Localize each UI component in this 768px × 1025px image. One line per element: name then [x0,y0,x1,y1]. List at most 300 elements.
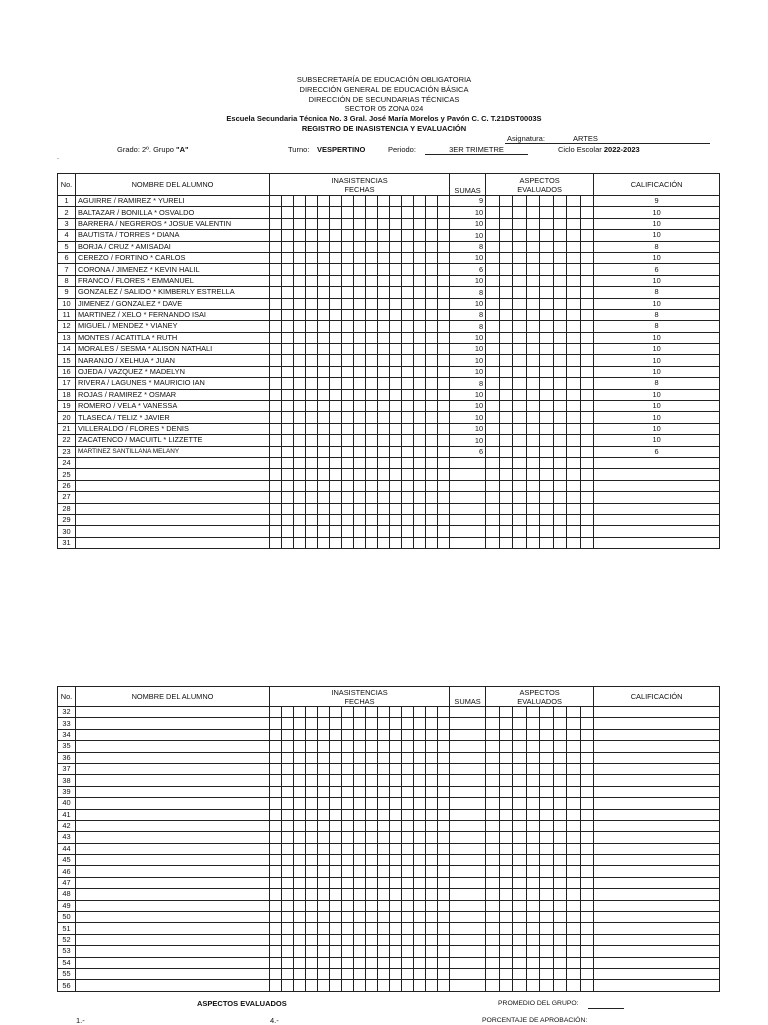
aspect-cell [567,718,581,729]
absence-cell [438,526,450,537]
aspect-cell [513,832,527,843]
aspect-cell [513,366,527,377]
absence-cell [438,718,450,729]
asignatura-label: Asignatura: [507,134,545,143]
aspect-cell [513,763,527,774]
aspect-cell [513,820,527,831]
aspect-cell [553,355,567,366]
absence-cell [318,786,330,797]
absence-cell [270,457,282,468]
absence-cell [294,786,306,797]
absence-cell [354,332,366,343]
suma-cell [450,775,486,786]
student-name [76,912,270,923]
absence-cell [270,401,282,412]
suma-cell: 8 [450,241,486,252]
col-no: No. [58,687,76,707]
aspect-cell [567,763,581,774]
absence-cell [330,752,342,763]
aspect-cell [567,514,581,525]
absence-cell [390,889,402,900]
absence-cell [354,752,366,763]
row-number: 48 [58,889,76,900]
absence-cell [306,843,318,854]
absence-cell [342,492,354,503]
aspect-cell [580,968,594,979]
suma-cell [450,843,486,854]
absence-cell [378,366,390,377]
table-row [58,980,720,991]
table-row [58,729,720,740]
absence-cell [426,718,438,729]
absence-cell [366,889,378,900]
absence-cell [318,389,330,400]
aspect-cell [486,752,500,763]
aspect-cell [486,866,500,877]
aspect-cell [526,718,540,729]
absence-cell [294,480,306,491]
absence-cell [306,366,318,377]
student-name [76,457,270,468]
absence-cell [330,423,342,434]
aspect-cell [540,786,554,797]
student-name: FRANCO / FLORES * EMMANUEL [76,275,270,286]
grado-value: "A" [176,145,189,154]
aspect-cell [486,264,500,275]
student-name [76,526,270,537]
absence-cell [402,332,414,343]
absence-cell [282,866,294,877]
absence-cell [426,537,438,548]
aspect-cell [499,526,513,537]
absence-cell [282,196,294,207]
calificacion-cell [594,480,720,491]
aspect-cell [526,752,540,763]
absence-cell [270,855,282,866]
suma-cell: 8 [450,321,486,332]
aspect-cell [567,526,581,537]
row-number: 38 [58,775,76,786]
absence-cell [318,980,330,991]
absence-cell [414,355,426,366]
aspect-cell [567,866,581,877]
absence-cell [438,218,450,229]
absence-cell [318,230,330,241]
absence-cell [366,775,378,786]
absence-cell [318,332,330,343]
absence-cell [270,957,282,968]
aspect-cell [580,287,594,298]
absence-cell [270,946,282,957]
absence-cell [426,332,438,343]
absence-cell [294,775,306,786]
absence-cell [330,252,342,263]
absence-cell [270,344,282,355]
absence-cell [270,298,282,309]
absence-cell [402,503,414,514]
absence-cell [282,707,294,718]
student-name: ROMERO / VELA * VANESSA [76,401,270,412]
absence-cell [342,389,354,400]
absence-cell [366,526,378,537]
absence-cell [306,207,318,218]
row-number: 46 [58,866,76,877]
absence-cell [414,401,426,412]
absence-cell [378,855,390,866]
absence-cell [414,446,426,457]
aspect-cell [526,298,540,309]
absence-cell [270,843,282,854]
absence-cell [366,480,378,491]
absence-cell [270,287,282,298]
absence-cell [330,934,342,945]
absence-cell [354,435,366,446]
absence-cell [378,230,390,241]
absence-cell [426,946,438,957]
absence-cell [378,207,390,218]
aspect-cell [513,252,527,263]
absence-cell [366,843,378,854]
absence-cell [318,196,330,207]
aspect-cell [526,526,540,537]
aspect-cell [580,820,594,831]
aspect-cell [567,366,581,377]
aspect-cell [553,923,567,934]
table-row [58,366,720,377]
aspect-cell [540,196,554,207]
aspect-cell [526,366,540,377]
absence-cell [438,934,450,945]
aspect-cell [553,423,567,434]
suma-cell: 10 [450,435,486,446]
absence-cell [282,832,294,843]
aspect-cell [499,321,513,332]
absence-cell [306,469,318,480]
student-name: NARANJO / XELHUA * JUAN [76,355,270,366]
calificacion-cell [594,469,720,480]
absence-cell [282,763,294,774]
calificacion-cell [594,980,720,991]
aspect-cell [526,537,540,548]
absence-cell [426,900,438,911]
aspect-cell [553,741,567,752]
row-number: 5 [58,241,76,252]
aspect-cell [567,741,581,752]
absence-cell [294,378,306,389]
absence-cell [366,344,378,355]
aspect-cell [553,457,567,468]
aspect-cell [580,469,594,480]
aspect-cell [513,866,527,877]
absence-cell [282,218,294,229]
absence-cell [318,321,330,332]
absence-cell [306,378,318,389]
aspect-cell [567,446,581,457]
absence-cell [402,934,414,945]
absence-cell [342,287,354,298]
absence-cell [438,241,450,252]
aspect-cell [486,537,500,548]
absence-cell [270,752,282,763]
absence-cell [414,934,426,945]
absence-cell [306,287,318,298]
absence-cell [306,514,318,525]
absence-cell [390,366,402,377]
aspect-cell [486,389,500,400]
absence-cell [366,912,378,923]
aspect-cell [526,435,540,446]
absence-cell [366,366,378,377]
suma-cell [450,900,486,911]
absence-cell [294,923,306,934]
absence-cell [438,196,450,207]
aspect-cell [526,946,540,957]
absence-cell [318,957,330,968]
absence-cell [366,537,378,548]
absence-cell [426,741,438,752]
aspect-cell [486,514,500,525]
student-name [76,820,270,831]
absence-cell [318,763,330,774]
aspect-cell [540,252,554,263]
absence-cell [342,718,354,729]
student-name [76,707,270,718]
table-row [58,526,720,537]
row-number: 53 [58,946,76,957]
col-nombre: NOMBRE DEL ALUMNO [76,687,270,707]
absence-cell [282,537,294,548]
porcentaje-label: PORCENTAJE DE APROBACIÓN: [482,1017,588,1024]
aspect-cell [540,241,554,252]
absence-cell [354,866,366,877]
aspect-cell [580,503,594,514]
absence-cell [402,412,414,423]
aspect-cell [580,389,594,400]
absence-cell [438,344,450,355]
table-row [58,537,720,548]
aspect-cell [553,537,567,548]
aspect-cell [499,809,513,820]
student-name [76,469,270,480]
absence-cell [318,412,330,423]
table-row [58,786,720,797]
absence-cell [282,298,294,309]
absence-cell [282,729,294,740]
absence-cell [390,196,402,207]
row-number: 47 [58,877,76,888]
absence-cell [318,741,330,752]
absence-cell [390,900,402,911]
aspect-cell [526,729,540,740]
student-name [76,809,270,820]
absence-cell [438,923,450,934]
absence-cell [426,923,438,934]
absence-cell [282,457,294,468]
table-row [58,707,720,718]
aspect-cell [526,196,540,207]
aspect-cell [526,889,540,900]
aspect-cell [553,889,567,900]
calificacion-cell [594,877,720,888]
col-inasistencias: INASISTENCIAS FECHAS [270,687,450,707]
absence-cell [438,332,450,343]
absence-cell [282,798,294,809]
aspect-cell [526,775,540,786]
absence-cell [378,934,390,945]
absence-cell [294,537,306,548]
aspect-cell [526,820,540,831]
aspect-cell [513,287,527,298]
absence-cell [438,889,450,900]
absence-cell [294,934,306,945]
absence-cell [390,480,402,491]
aspect-cell [513,196,527,207]
aspect-cell [540,537,554,548]
calificacion-cell [594,741,720,752]
aspect-cell [513,923,527,934]
absence-cell [270,900,282,911]
col-calificacion: CALIFICACIÓN [594,687,720,707]
calificacion-cell: 10 [594,423,720,434]
aspect-cell [486,207,500,218]
col-sumas: SUMAS [450,687,486,707]
absence-cell [414,287,426,298]
aspect-cell [499,309,513,320]
absence-cell [282,889,294,900]
table-row [58,378,720,389]
aspect-cell [486,923,500,934]
table-row [58,389,720,400]
aspect-cell [567,241,581,252]
periodo-label: Periodo: [388,145,416,154]
aspect-cell [526,207,540,218]
row-number: 40 [58,798,76,809]
aspect-cell [499,469,513,480]
aspect-cell [486,275,500,286]
student-name: AGUIRRE / RAMIREZ * YURELI [76,196,270,207]
student-name [76,752,270,763]
absence-cell [378,412,390,423]
absence-cell [330,480,342,491]
absence-cell [270,820,282,831]
absence-cell [342,469,354,480]
absence-cell [390,526,402,537]
aspect-cell [540,912,554,923]
absence-cell [354,321,366,332]
absence-cell [378,321,390,332]
aspect-cell [553,480,567,491]
absence-cell [354,423,366,434]
absence-cell [378,514,390,525]
absence-cell [354,968,366,979]
aspect-cell [567,435,581,446]
aspect-cell [513,480,527,491]
aspect-cell [499,763,513,774]
absence-cell [318,252,330,263]
aspect-cell [513,469,527,480]
absence-cell [270,763,282,774]
absence-cell [378,480,390,491]
aspect-cell [526,900,540,911]
absence-cell [306,503,318,514]
aspect-cell [540,218,554,229]
aspect-cell [580,218,594,229]
absence-cell [282,752,294,763]
absence-cell [378,332,390,343]
absence-cell [414,866,426,877]
absence-cell [414,832,426,843]
absence-cell [282,378,294,389]
absence-cell [366,207,378,218]
aspect-cell [580,435,594,446]
table-row [58,264,720,275]
absence-cell [414,900,426,911]
suma-cell: 10 [450,389,486,400]
aspect-cell [486,492,500,503]
absence-cell [330,196,342,207]
calificacion-cell [594,889,720,900]
aspect-cell [553,207,567,218]
absence-cell [390,809,402,820]
absence-cell [402,366,414,377]
absence-cell [402,752,414,763]
aspect-cell [526,877,540,888]
aspect-cell [553,275,567,286]
aspect-cell [540,378,554,389]
absence-cell [426,264,438,275]
absence-cell [318,900,330,911]
absence-cell [438,514,450,525]
absence-cell [270,741,282,752]
aspect-cell [553,332,567,343]
absence-cell [342,275,354,286]
aspect-cell [513,378,527,389]
absence-cell [270,355,282,366]
absence-cell [438,957,450,968]
student-name [76,763,270,774]
absence-cell [354,378,366,389]
aspect-cell [580,378,594,389]
absence-cell [306,855,318,866]
absence-cell [438,877,450,888]
aspect-cell [486,321,500,332]
absence-cell [426,321,438,332]
aspect-cell [540,366,554,377]
absence-cell [294,275,306,286]
absence-cell [282,923,294,934]
header-line-3: DIRECCIÓN DE SECUNDARIAS TÉCNICAS [308,95,460,104]
calificacion-cell: 10 [594,401,720,412]
absence-cell [330,275,342,286]
absence-cell [330,332,342,343]
aspect-cell [580,946,594,957]
absence-cell [426,492,438,503]
suma-cell [450,752,486,763]
absence-cell [366,514,378,525]
aspect-cell [526,275,540,286]
absence-cell [378,786,390,797]
absence-cell [330,389,342,400]
student-name [76,877,270,888]
aspect-cell [540,446,554,457]
calificacion-cell [594,729,720,740]
aspect-cell [513,275,527,286]
absence-cell [306,798,318,809]
absence-cell [306,809,318,820]
suma-cell: 10 [450,252,486,263]
absence-cell [390,252,402,263]
absence-cell [306,446,318,457]
